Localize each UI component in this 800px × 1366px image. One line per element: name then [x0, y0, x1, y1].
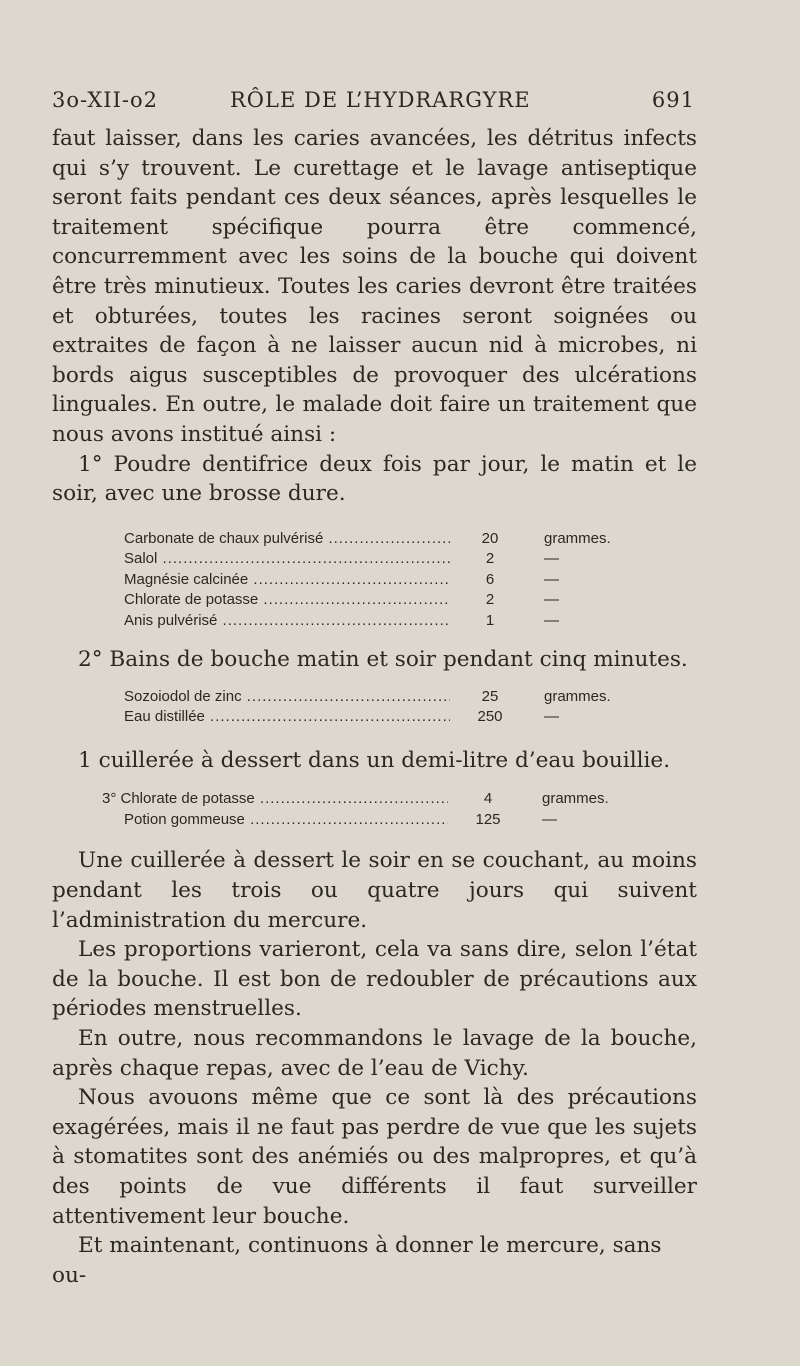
header-title: RÔLE DE L’HYDRARGYRE	[230, 88, 531, 112]
ingredient-qty: 25	[481, 687, 499, 705]
table-row	[124, 590, 644, 611]
page-body	[52, 124, 697, 1290]
ingredient-qty: 6	[485, 570, 495, 588]
header-date: 3o-XII-o2	[52, 88, 158, 112]
ingredient-name: Anis pulvérisé .....	[124, 611, 450, 632]
ingredient-unit: —	[542, 810, 557, 828]
ingredient-name: Magnésie calcinée .....	[124, 570, 450, 591]
ingredient-unit: —	[544, 550, 559, 568]
paragraph-5: Nous avouons même que ce sont là des précautions exagérées, mais il ne faut pas perdre de vue que les sujets à stomatites sont des anémiés ou des malpropres, et qu’à des points de vue différents il faut surveiller attentivement leur bouche.	[52, 1085, 697, 1229]
ingredient-unit: —	[544, 611, 559, 629]
ingredient-qty: 2	[485, 591, 495, 609]
ingredient-unit: —	[544, 591, 559, 609]
table-row	[124, 687, 644, 708]
ingredient-qty: 4	[483, 790, 493, 808]
ingredient-unit: —	[544, 708, 559, 726]
table-row	[124, 707, 644, 728]
table-row	[124, 611, 644, 632]
ingredient-qty: 250	[477, 708, 503, 726]
ingredient-name: Salol .....	[124, 549, 450, 570]
table-row	[102, 810, 642, 831]
recipe-table-3	[102, 789, 642, 830]
ingredient-unit: —	[544, 570, 559, 588]
ingredient-qty: 20	[481, 529, 499, 547]
paragraph-1: faut laisser, dans les caries avancées, les détritus infects qui s’y trouvent. Le curettage et le lavage antiseptique seront faits pendant ces deux séances, après lesquelles le traitement spécifique pourra être commencé, concurremment avec les soins de la bouche qui doivent être très minutieux. Toutes les caries devront être traitées et obturées, toutes les racines seront soignées ou extraites de façon à ne laisser aucun nid à microbes, ni bords aigus susceptibles de provoquer des ulcérations linguales. En outre, le malade doit faire un traitement que nous avons institué ainsi :	[52, 126, 697, 447]
table-row	[124, 549, 644, 570]
paragraph-3: Les proportions varieront, cela va sans dire, selon l’état de la bouche. Il est bon de redoubler de précautions aux périodes menstruelles.	[52, 937, 697, 1022]
item-2-intro: 2° Bains de bouche matin et soir pendant cinq minutes.	[78, 647, 688, 673]
ingredient-name: 3° Chlorate de potasse .....	[102, 789, 448, 810]
paragraph-6: Et maintenant, continuons à donner le mercure, sans ou-	[52, 1233, 662, 1288]
page-number: 691	[651, 88, 695, 112]
ingredient-qty: 1	[485, 611, 495, 629]
paragraph-2: Une cuillerée à dessert le soir en se couchant, au moins pendant les trois ou quatre jours qui suivent l’administration du mercure.	[52, 848, 697, 933]
recipe-table-2	[124, 687, 644, 728]
paragraph-4: En outre, nous recommandons le lavage de la bouche, après chaque repas, avec de l’eau de Vichy.	[52, 1025, 697, 1081]
ingredient-name: Potion gommeuse .....	[102, 810, 448, 831]
ingredient-unit: grammes.	[544, 529, 611, 547]
spoon-instruction: 1 cuillerée à dessert dans un demi-litre d’eau bouillie.	[78, 747, 671, 773]
ingredient-qty: 2	[485, 550, 495, 568]
ingredient-name: Sozoiodol de zinc .....	[124, 687, 450, 708]
table-row	[124, 570, 644, 591]
table-row	[124, 529, 644, 550]
ingredient-name: Chlorate de potasse .....	[124, 590, 450, 611]
running-header	[52, 88, 695, 118]
ingredient-unit: grammes.	[544, 687, 611, 705]
ingredient-qty: 125	[475, 810, 501, 828]
ingredient-name: Eau distillée .....	[124, 707, 450, 728]
ingredient-unit: grammes.	[542, 790, 609, 808]
item-1-intro: 1° Poudre dentifrice deux fois par jour, le matin et le soir, avec une brosse dure.	[52, 451, 697, 507]
ingredient-name: Carbonate de chaux pulvérisé .....	[124, 529, 450, 550]
recipe-table-1	[124, 529, 644, 632]
table-row	[102, 789, 642, 810]
